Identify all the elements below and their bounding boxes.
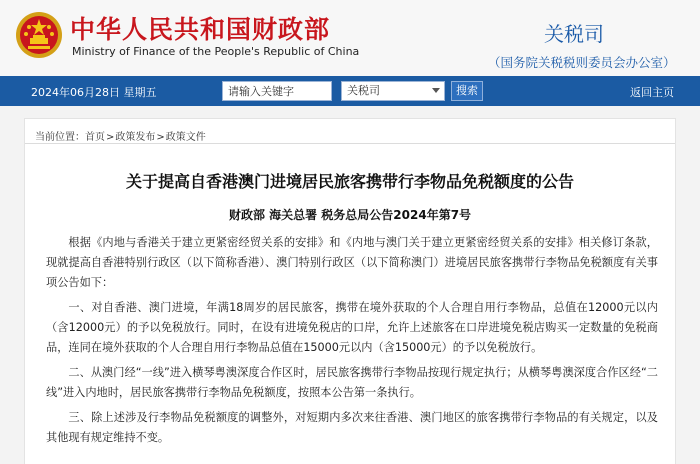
breadcrumb-link-documents[interactable]: 政策文件 xyxy=(165,132,206,143)
site-title-english: Ministry of Finance of the People's Republic of China xyxy=(72,45,360,58)
breadcrumb-separator: > xyxy=(106,132,115,143)
site-header xyxy=(0,0,700,76)
breadcrumb-link-home[interactable]: 首页 xyxy=(85,132,105,143)
national-emblem-icon[interactable] xyxy=(14,10,64,60)
search-scope-value: 关税司 xyxy=(347,84,380,97)
divider xyxy=(25,143,675,144)
article-panel xyxy=(24,118,676,464)
search-scope-select[interactable] xyxy=(341,81,445,101)
article-paragraph: 三、除上述涉及行李物品免税额度的调整外，对短期内多次来往香港、澳门地区的旅客携带行李物品的有关规定，以及其他现有规定维持不变。 xyxy=(46,411,658,444)
breadcrumb xyxy=(35,128,206,143)
navigation-bar xyxy=(0,76,700,106)
breadcrumb-link-policy[interactable]: 政策发布 xyxy=(115,132,156,143)
article-subtitle: 财政部 海关总署 税务总局公告2024年第7号 xyxy=(228,208,472,222)
home-link[interactable]: 返回主页 xyxy=(630,86,674,99)
breadcrumb-prefix: 当前位置： xyxy=(35,132,85,143)
search-button[interactable]: 搜索 xyxy=(451,81,483,101)
department-subtitle: （国务院关税税则委员会办公室） xyxy=(488,55,676,70)
article-title: 关于提高自香港澳门进境居民旅客携带行李物品免税额度的公告 xyxy=(125,172,574,191)
breadcrumb-separator: > xyxy=(156,132,165,143)
article-paragraph: 二、从澳门经“一线”进入横琴粤澳深度合作区时，居民旅客携带行李物品按现行规定执行；从横琴粤澳深度合作区经“二线”进入内地时，居民旅客携带行李物品免税额度，按照本公告第一条执行。 xyxy=(46,366,658,399)
article-paragraph: 根据《内地与香港关于建立更紧密经贸关系的安排》和《内地与澳门关于建立更紧密经贸关系的安排》相关修订条款，现就提高自香港特别行政区（以下简称香港）、澳门特别行政区（以下简称澳门）进境居民旅客携带行李物品免税额度有关事项公告如下： xyxy=(46,236,658,289)
article-paragraph: 一、对自香港、澳门进境，年满18周岁的居民旅客，携带在境外获取的个人合理自用行李物品，总值在12000元以内（含12000元）的予以免税放行。同时，在设有进境免税店的口岸，允许上述旅客在口岸进境免税店购买一定数量的免税商品，连同在境外获取的个人合理自用行李物品总值在15000元以内（含15000元）的予以免税放行。 xyxy=(46,301,658,354)
current-date: 2024年06月28日 星期五 xyxy=(31,86,157,99)
search-input[interactable] xyxy=(222,81,332,101)
site-title[interactable]: 中华人民共和国财政部 xyxy=(70,15,331,44)
chevron-down-icon xyxy=(432,88,440,93)
department-title: 关税司 xyxy=(544,22,604,46)
